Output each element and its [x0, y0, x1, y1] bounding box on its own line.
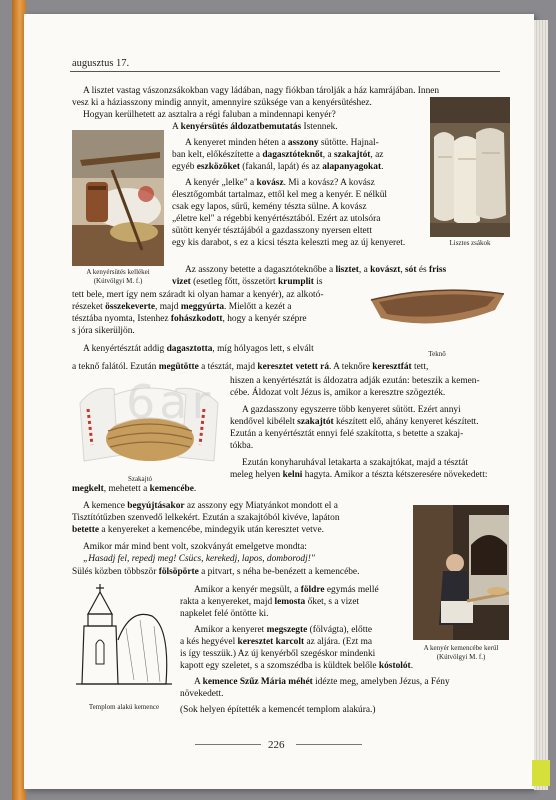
text-line — [72, 325, 172, 337]
caption-bread-tools-credit: (Kútvölgyi M. f.) — [93, 277, 143, 285]
text-run: tett, — [411, 362, 429, 372]
text-run: „Hasadj fel, repedj meg! Csücs, kerekedj, lapos, domborodj!" — [83, 554, 315, 564]
text-line — [172, 225, 423, 237]
text-line — [72, 301, 362, 313]
bold-term: begyújtásakor — [127, 501, 185, 511]
caption-bread-tools — [72, 268, 164, 286]
text-line — [72, 361, 508, 373]
text-run: , hogy a kenyér szépre — [222, 314, 307, 324]
drawing-church-oven — [74, 580, 174, 698]
text-run: a pitvart, s néha be-benézett a kemencébe. — [198, 567, 360, 577]
text-run: Amikor a kenyér megsült, a — [194, 585, 301, 595]
text-run: az aljára. (Ezt ma — [304, 637, 373, 647]
text-run: idézte meg, amelyben Jézus, a Fény — [312, 677, 450, 687]
caption-bread-into-oven-title: A kenyér kemencébe kerül — [423, 644, 499, 652]
text-line — [83, 343, 367, 355]
bold-term: szakajtót — [297, 417, 334, 427]
text-line — [242, 457, 508, 469]
text-run: Ezután a kenyértésztát ennyi felé szakította, s betette a szakaj- — [230, 429, 464, 439]
text-run: sütött kenyér tésztájából a gazdasszony nyersen eltett — [172, 226, 372, 236]
text-line — [180, 608, 330, 620]
text-run: és — [416, 265, 429, 275]
bold-term: kemencébe — [149, 484, 194, 494]
text-line — [83, 553, 383, 565]
bold-term: vizet — [172, 277, 191, 287]
text-run: . A teknőre — [329, 362, 373, 372]
bold-term: összekeverte — [105, 302, 156, 312]
text-run: A — [194, 677, 203, 687]
bold-term: fohászkodott — [170, 314, 223, 324]
text-run: egy kis darabot, s ez a kicsi tészta keleszti meg az új kenyeret. — [172, 238, 406, 248]
text-run: , a — [322, 150, 334, 160]
text-run: Istennek. — [301, 122, 338, 132]
bold-term: dagasztóteknőt — [262, 150, 323, 160]
text-line — [172, 213, 423, 225]
text-run: s jóra sikerüljön. — [72, 326, 135, 336]
bold-term: kovászt — [370, 265, 401, 275]
text-run: csak egy lapos, sűrű, kemény tészta sülne. A kovász — [172, 202, 367, 212]
text-line — [172, 161, 423, 173]
text-line — [180, 596, 413, 608]
text-run: (Sok helyen építették a kemencét templom alakúra.) — [180, 705, 376, 715]
text-run: (fölvágta), előtte — [307, 625, 373, 635]
text-line — [83, 109, 383, 121]
text-line — [72, 566, 402, 578]
text-line — [172, 189, 423, 201]
bold-term: betette — [72, 525, 100, 535]
text-run: a kés hegyével — [180, 637, 238, 647]
photo-bread-tools — [72, 130, 164, 266]
caption-bread-into-oven-credit: (Kútvölgyi M. f.) — [436, 653, 486, 661]
text-run: A lisztet vastag vászonzsákokban vagy ládában, nagy fiókban tárolják a ház kamrájában. Innen — [83, 86, 440, 96]
caption-bread-tools-title: A kenyérsütés kellékei — [86, 268, 150, 276]
text-line — [230, 416, 508, 428]
text-run: hagyta. Amikor a tészta kétszeresére növekedett: — [302, 470, 488, 480]
bold-term: sót — [405, 265, 417, 275]
bold-term: lisztet — [335, 265, 359, 275]
photo-bread-into-oven — [413, 505, 509, 640]
text-line — [230, 387, 470, 399]
text-run: , az — [370, 150, 384, 160]
text-run: , míg hólyagos lett, s elvált — [212, 344, 314, 354]
bold-term: lemosta — [274, 597, 306, 607]
text-run: is így tesszük.) Az új kenyérből szegéskor mindenki — [180, 649, 376, 659]
bold-term: megütötte — [158, 362, 199, 372]
text-line — [180, 688, 260, 700]
text-run: a kenyereket a kemencébe, mindegyik után keresztet vetve. — [99, 525, 324, 535]
text-run: A kenyértésztát addig — [83, 344, 167, 354]
text-run: . Mielőtt a kezét a — [224, 302, 292, 312]
text-line — [230, 375, 508, 387]
bold-term: dagasztotta — [166, 344, 213, 354]
photo-kneading-trough — [367, 282, 508, 338]
text-run: , — [400, 265, 406, 275]
bold-term: kóstolót — [378, 661, 411, 671]
text-line — [72, 289, 362, 301]
text-run: Tisztítótűzben szenvedő lelkekért. Ezután a szakajtóból kivéve, lapáton — [72, 513, 340, 523]
text-run: kapott egy szeletet, s a szomszédba is küldtek belőle — [180, 661, 379, 671]
bold-term: földre — [300, 585, 325, 595]
text-run: „életre kel" a régebbi kenyértésztából. Ezért az utolsóra — [172, 214, 381, 224]
footer-ornament-left — [195, 744, 261, 745]
caption-flour-sacks: Lisztes zsákok — [449, 239, 491, 247]
text-run: hiszen a kenyértésztát is áldozatra adják ezután: beteszik a kemen- — [230, 376, 480, 386]
bold-term: fölsöpörte — [158, 567, 199, 577]
text-run: őket, s a vizet — [305, 597, 360, 607]
text-run: napkelet felé öntötte ki. — [180, 609, 269, 619]
text-line — [172, 121, 382, 133]
text-run: (esetleg főtt, összetört — [190, 277, 278, 287]
bold-term: kemence Szűz Mária méhét — [202, 677, 313, 687]
text-run: sütötte. Hajnal- — [318, 138, 379, 148]
text-run: az asszony egy Miatyánkot mondott el a — [184, 501, 338, 511]
text-run: készített elő, ahány kenyeret készített. — [333, 417, 479, 427]
text-run: (fakanál, lapát) és az — [239, 162, 323, 172]
caption-church-oven: Templom alakú kemence — [88, 703, 160, 711]
text-line — [72, 524, 362, 536]
caption-bread-into-oven — [413, 644, 509, 662]
bold-term: keresztfát — [372, 362, 412, 372]
page-header-date: augusztus 17. — [72, 58, 130, 69]
text-run: . — [193, 484, 197, 494]
text-line — [72, 313, 362, 325]
text-line — [72, 483, 262, 495]
text-run: . — [381, 162, 384, 172]
text-run: élesztőgombát tartalmaz, ettől kel meg a kenyér. E nélkül — [172, 190, 388, 200]
text-run: , majd — [155, 302, 181, 312]
text-line — [172, 149, 423, 161]
bold-term: friss — [428, 265, 447, 275]
text-line — [172, 276, 365, 288]
text-line — [180, 636, 413, 648]
text-run: tókba. — [230, 441, 254, 451]
page-edges — [534, 20, 548, 790]
footer-ornament-right — [296, 744, 362, 745]
text-line — [230, 469, 508, 481]
text-run: , a — [358, 265, 371, 275]
text-line — [194, 624, 413, 636]
text-run: A gazdasszony egyszerre több kenyeret sütött. Ezért annyi — [242, 405, 461, 415]
text-run: A kemence — [83, 501, 128, 511]
text-line — [242, 404, 508, 416]
text-run: , mehetett a — [103, 484, 150, 494]
text-run: meleg helyen — [230, 470, 283, 480]
bold-term: keresztet karcolt — [237, 637, 305, 647]
bold-term: krumplit — [277, 277, 314, 287]
photo-flour-sacks — [430, 97, 510, 237]
header-rule — [70, 71, 500, 72]
text-run: cébe. Áldozat volt Jézus is, amikor a keresztre szögezték. — [230, 388, 446, 398]
bold-term: megszegte — [266, 625, 308, 635]
text-run: ban kelt, előkészítette a — [172, 150, 263, 160]
text-run: Az asszony betette a dagasztóteknőbe a — [185, 265, 336, 275]
text-run: egymás mellé — [324, 585, 379, 595]
bookmark-tab — [532, 760, 550, 786]
text-run: is — [313, 277, 323, 287]
bold-term: megkelt — [72, 484, 104, 494]
text-run: Ezután konyharuhával letakarta a szakajtókat, majd a tésztát — [242, 458, 468, 468]
text-line — [83, 541, 373, 553]
bold-term: kovász — [256, 178, 284, 188]
text-run: vesz ki a háziasszony mindig annyit, amennyire szüksége van a kenyérsütéshez. — [72, 98, 372, 108]
text-run: a teknő falától. Ezután — [72, 362, 159, 372]
text-line — [230, 440, 280, 452]
bold-term: eszközöket — [196, 162, 240, 172]
bold-term: keresztet vetett rá — [257, 362, 330, 372]
bold-term: alapanyagokat — [322, 162, 382, 172]
text-line — [185, 264, 508, 276]
text-run: A kenyér „lelke" a — [185, 178, 257, 188]
text-run: kendővel kibélelt — [230, 417, 298, 427]
text-line — [180, 704, 420, 716]
text-run: Hogyan kerülhetett az asztalra a régi faluban a mindennapi kenyér? — [83, 110, 336, 120]
bold-term: meggyúrta — [180, 302, 225, 312]
bold-term: kelni — [282, 470, 303, 480]
text-line — [172, 201, 423, 213]
text-run: Amikor már mind bent volt, szokványát emelgetve mondta: — [83, 542, 307, 552]
bold-term: kenyérsütés áldozatbemutatás — [180, 122, 302, 132]
text-run: Sülés közben többször — [72, 567, 159, 577]
text-run: . — [410, 661, 414, 671]
text-run: A kenyeret minden héten a — [185, 138, 288, 148]
text-line — [180, 648, 413, 660]
text-line — [83, 85, 505, 97]
text-run: növekedett. — [180, 689, 224, 699]
text-run: részeket — [72, 302, 106, 312]
text-line — [185, 137, 423, 149]
text-run: rakta a kenyereket, majd — [180, 597, 275, 607]
text-line — [72, 512, 413, 524]
text-run: tett bele, mert így nem száradt ki olyan hamar a kenyér), az alkotó- — [72, 290, 324, 300]
watermark: 6ar — [126, 375, 215, 429]
text-run: a tésztát, majd — [198, 362, 258, 372]
caption-kneading-trough: Teknő — [428, 350, 446, 358]
text-run: egyéb — [172, 162, 197, 172]
text-line — [172, 237, 423, 249]
text-run: tésztába nyomta, Istenhez — [72, 314, 171, 324]
text-line — [194, 584, 413, 596]
page-number: 226 — [268, 739, 285, 751]
text-line — [194, 676, 450, 688]
text-line — [180, 660, 413, 672]
bold-term: asszony — [287, 138, 319, 148]
text-run: Amikor a kenyeret — [194, 625, 267, 635]
text-run: . Mi a kovász? A kovász — [283, 178, 375, 188]
text-line — [83, 500, 413, 512]
text-line — [230, 428, 508, 440]
text-line — [185, 177, 423, 189]
text-run: A — [172, 122, 181, 132]
caption-proofing-basket: Szakajtó — [127, 475, 153, 483]
bold-term: szakajtót — [333, 150, 371, 160]
